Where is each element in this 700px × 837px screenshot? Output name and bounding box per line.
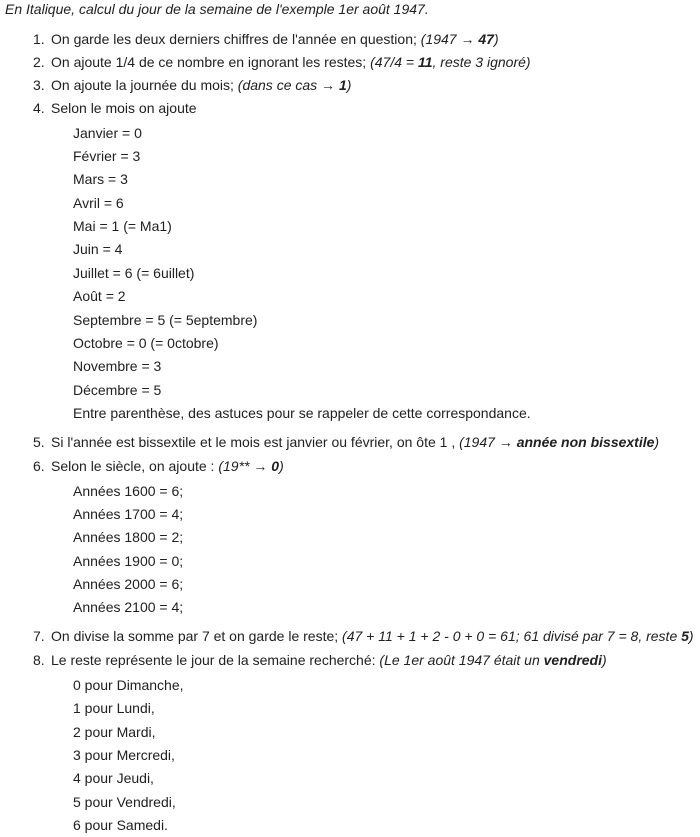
month-item: Février = 3 (73, 148, 141, 164)
example-result: année non bissextile (516, 434, 655, 450)
step-number: 6. (33, 458, 45, 474)
example-post: ) (279, 458, 284, 474)
example-post: , reste 3 ignoré) (432, 54, 531, 70)
example-post: ) (493, 31, 499, 47)
example-pre: (19** → (218, 458, 272, 474)
example-result: 47 (478, 31, 494, 47)
example-pre: (dans ce cas → (237, 77, 339, 93)
step-number: 5. (33, 434, 45, 450)
month-item: Avril = 6 (73, 195, 124, 211)
step-number: 4. (33, 100, 45, 116)
example-post: ) (346, 77, 352, 93)
month-item: Août = 2 (73, 288, 126, 304)
month-item: Juillet = 6 (= 6uillet) (73, 265, 195, 281)
month-item: Octobre = 0 (= 0ctobre) (73, 335, 219, 351)
day-item: 3 pour Mercredi, (73, 747, 175, 763)
example-result: 0 (271, 458, 280, 474)
example-pre: (1947 → (420, 31, 479, 47)
step-text: Selon le siècle, on ajoute : (51, 458, 219, 474)
step-text: On divise la somme par 7 et on garde le reste; (51, 628, 343, 644)
step-number: 8. (33, 652, 45, 668)
step-text: On ajoute 1/4 de ce nombre en ignorant les restes; (51, 54, 371, 70)
day-item: 6 pour Samedi. (73, 817, 168, 833)
century-item: Années 2100 = 4; (73, 599, 184, 615)
example-pre: (Le 1er août 1947 était un (379, 652, 544, 668)
century-item: Années 1800 = 2; (73, 529, 184, 545)
step-number: 3. (33, 77, 45, 93)
example-post: ) (688, 628, 694, 644)
step-number: 2. (33, 54, 45, 70)
example-result: vendredi (543, 652, 602, 668)
step-text: On ajoute la journée du mois; (51, 77, 238, 93)
century-item: Années 1600 = 6; (73, 483, 184, 499)
day-item: 0 pour Dimanche, (73, 677, 184, 693)
century-item: Années 1900 = 0; (73, 553, 184, 569)
month-item: Mars = 3 (73, 171, 128, 187)
day-item: 2 pour Mardi, (73, 724, 156, 740)
example-pre: (1947 → (459, 434, 517, 450)
month-note: Entre parenthèse, des astuces pour se rappeler de cette correspondance. (73, 405, 531, 421)
example-pre: (47/4 = (370, 54, 418, 70)
century-item: Années 1700 = 4; (73, 506, 184, 522)
example-result: 1 (338, 77, 347, 93)
month-item: Mai = 1 (= Ma1) (73, 218, 172, 234)
month-item: Janvier = 0 (73, 125, 142, 141)
day-item: 5 pour Vendredi, (73, 794, 176, 810)
step-number: 7. (33, 628, 45, 644)
example-result: 5 (681, 628, 689, 644)
intro-text: En Italique, calcul du jour de la semaine de l'exemple 1er août 1947. (5, 1, 429, 17)
step-text: Selon le mois on ajoute (51, 100, 197, 116)
step-number: 1. (33, 31, 45, 47)
day-item: 4 pour Jeudi, (73, 770, 154, 786)
example-pre: (47 + 11 + 1 + 2 - 0 + 0 = 61; 61 divisé par 7 = 8, reste (342, 628, 682, 644)
example-post: ) (602, 652, 607, 668)
day-item: 1 pour Lundi, (73, 700, 155, 716)
month-item: Juin = 4 (73, 241, 123, 257)
step-text: Le reste représente le jour de la semaine recherché: (51, 652, 380, 668)
example-post: ) (654, 434, 660, 450)
step-text: On garde les deux derniers chiffres de l'année en question; (51, 31, 421, 47)
month-item: Septembre = 5 (= 5eptembre) (73, 312, 258, 328)
month-item: Novembre = 3 (73, 358, 162, 374)
example-result: 11 (417, 54, 433, 70)
step-text: Si l'année est bissextile et le mois est janvier ou février, on ôte 1 , (51, 434, 460, 450)
month-item: Décembre = 5 (73, 382, 162, 398)
century-item: Années 2000 = 6; (73, 576, 184, 592)
